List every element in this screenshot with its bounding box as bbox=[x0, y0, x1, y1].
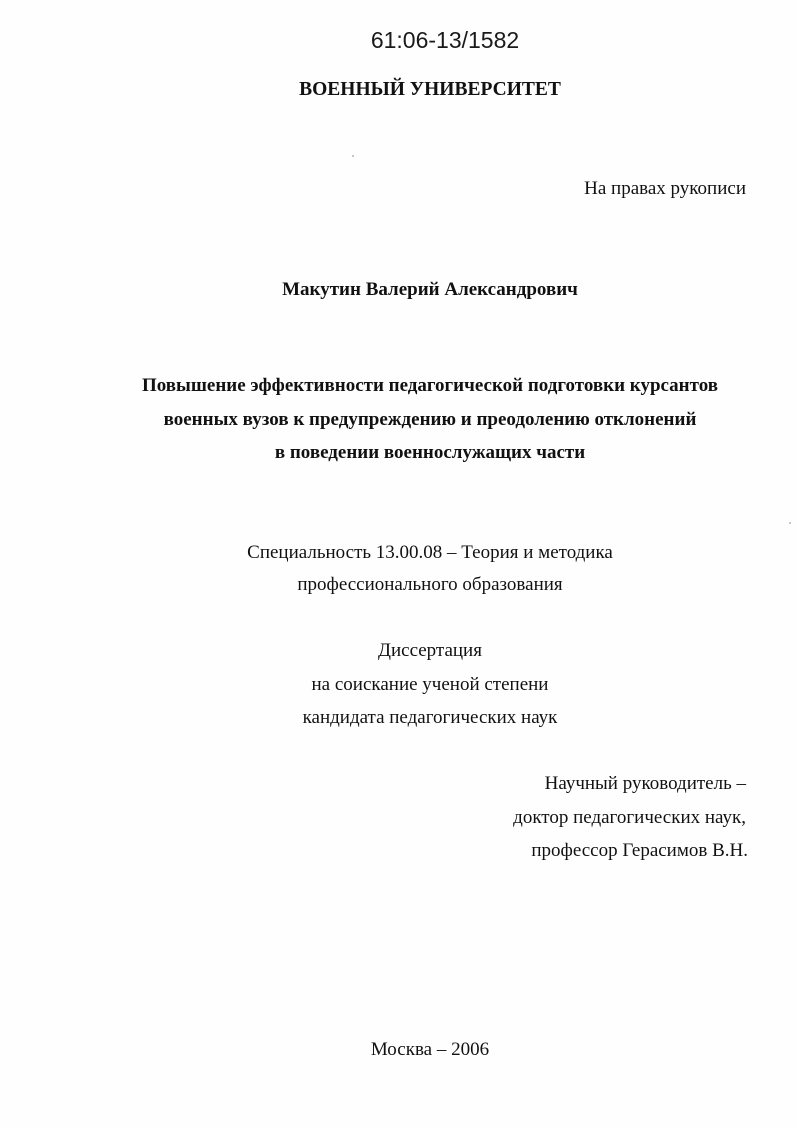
author-name: Макутин Валерий Александрович bbox=[282, 279, 578, 300]
city-year: Москва – 2006 bbox=[370, 1039, 490, 1060]
supervisor-line: доктор педагогических наук, bbox=[513, 807, 746, 828]
title-line: в поведении военнослужащих части bbox=[274, 442, 586, 463]
dissertation-line: Диссертация bbox=[378, 640, 482, 661]
manuscript-note: На правах рукописи bbox=[584, 178, 746, 199]
supervisor-line: профессор Герасимов В.Н. bbox=[531, 840, 748, 861]
dissertation-line: на соискание ученой степени bbox=[311, 674, 549, 695]
scan-speck bbox=[352, 155, 354, 157]
dissertation-line: кандидата педагогических наук bbox=[302, 707, 558, 728]
institution-name: ВОЕННЫЙ УНИВЕРСИТЕТ bbox=[299, 79, 561, 100]
specialty-line: профессионального образования bbox=[297, 574, 563, 595]
title-line: военных вузов к предупреждению и преодолению отклонений bbox=[163, 409, 697, 430]
registry-number: 61:06-13/1582 bbox=[370, 27, 520, 53]
scan-speck bbox=[789, 522, 791, 524]
specialty-line: Специальность 13.00.08 – Теория и методика bbox=[247, 542, 613, 563]
title-line: Повышение эффективности педагогической подготовки курсантов bbox=[141, 375, 718, 396]
supervisor-line: Научный руководитель – bbox=[544, 773, 746, 794]
